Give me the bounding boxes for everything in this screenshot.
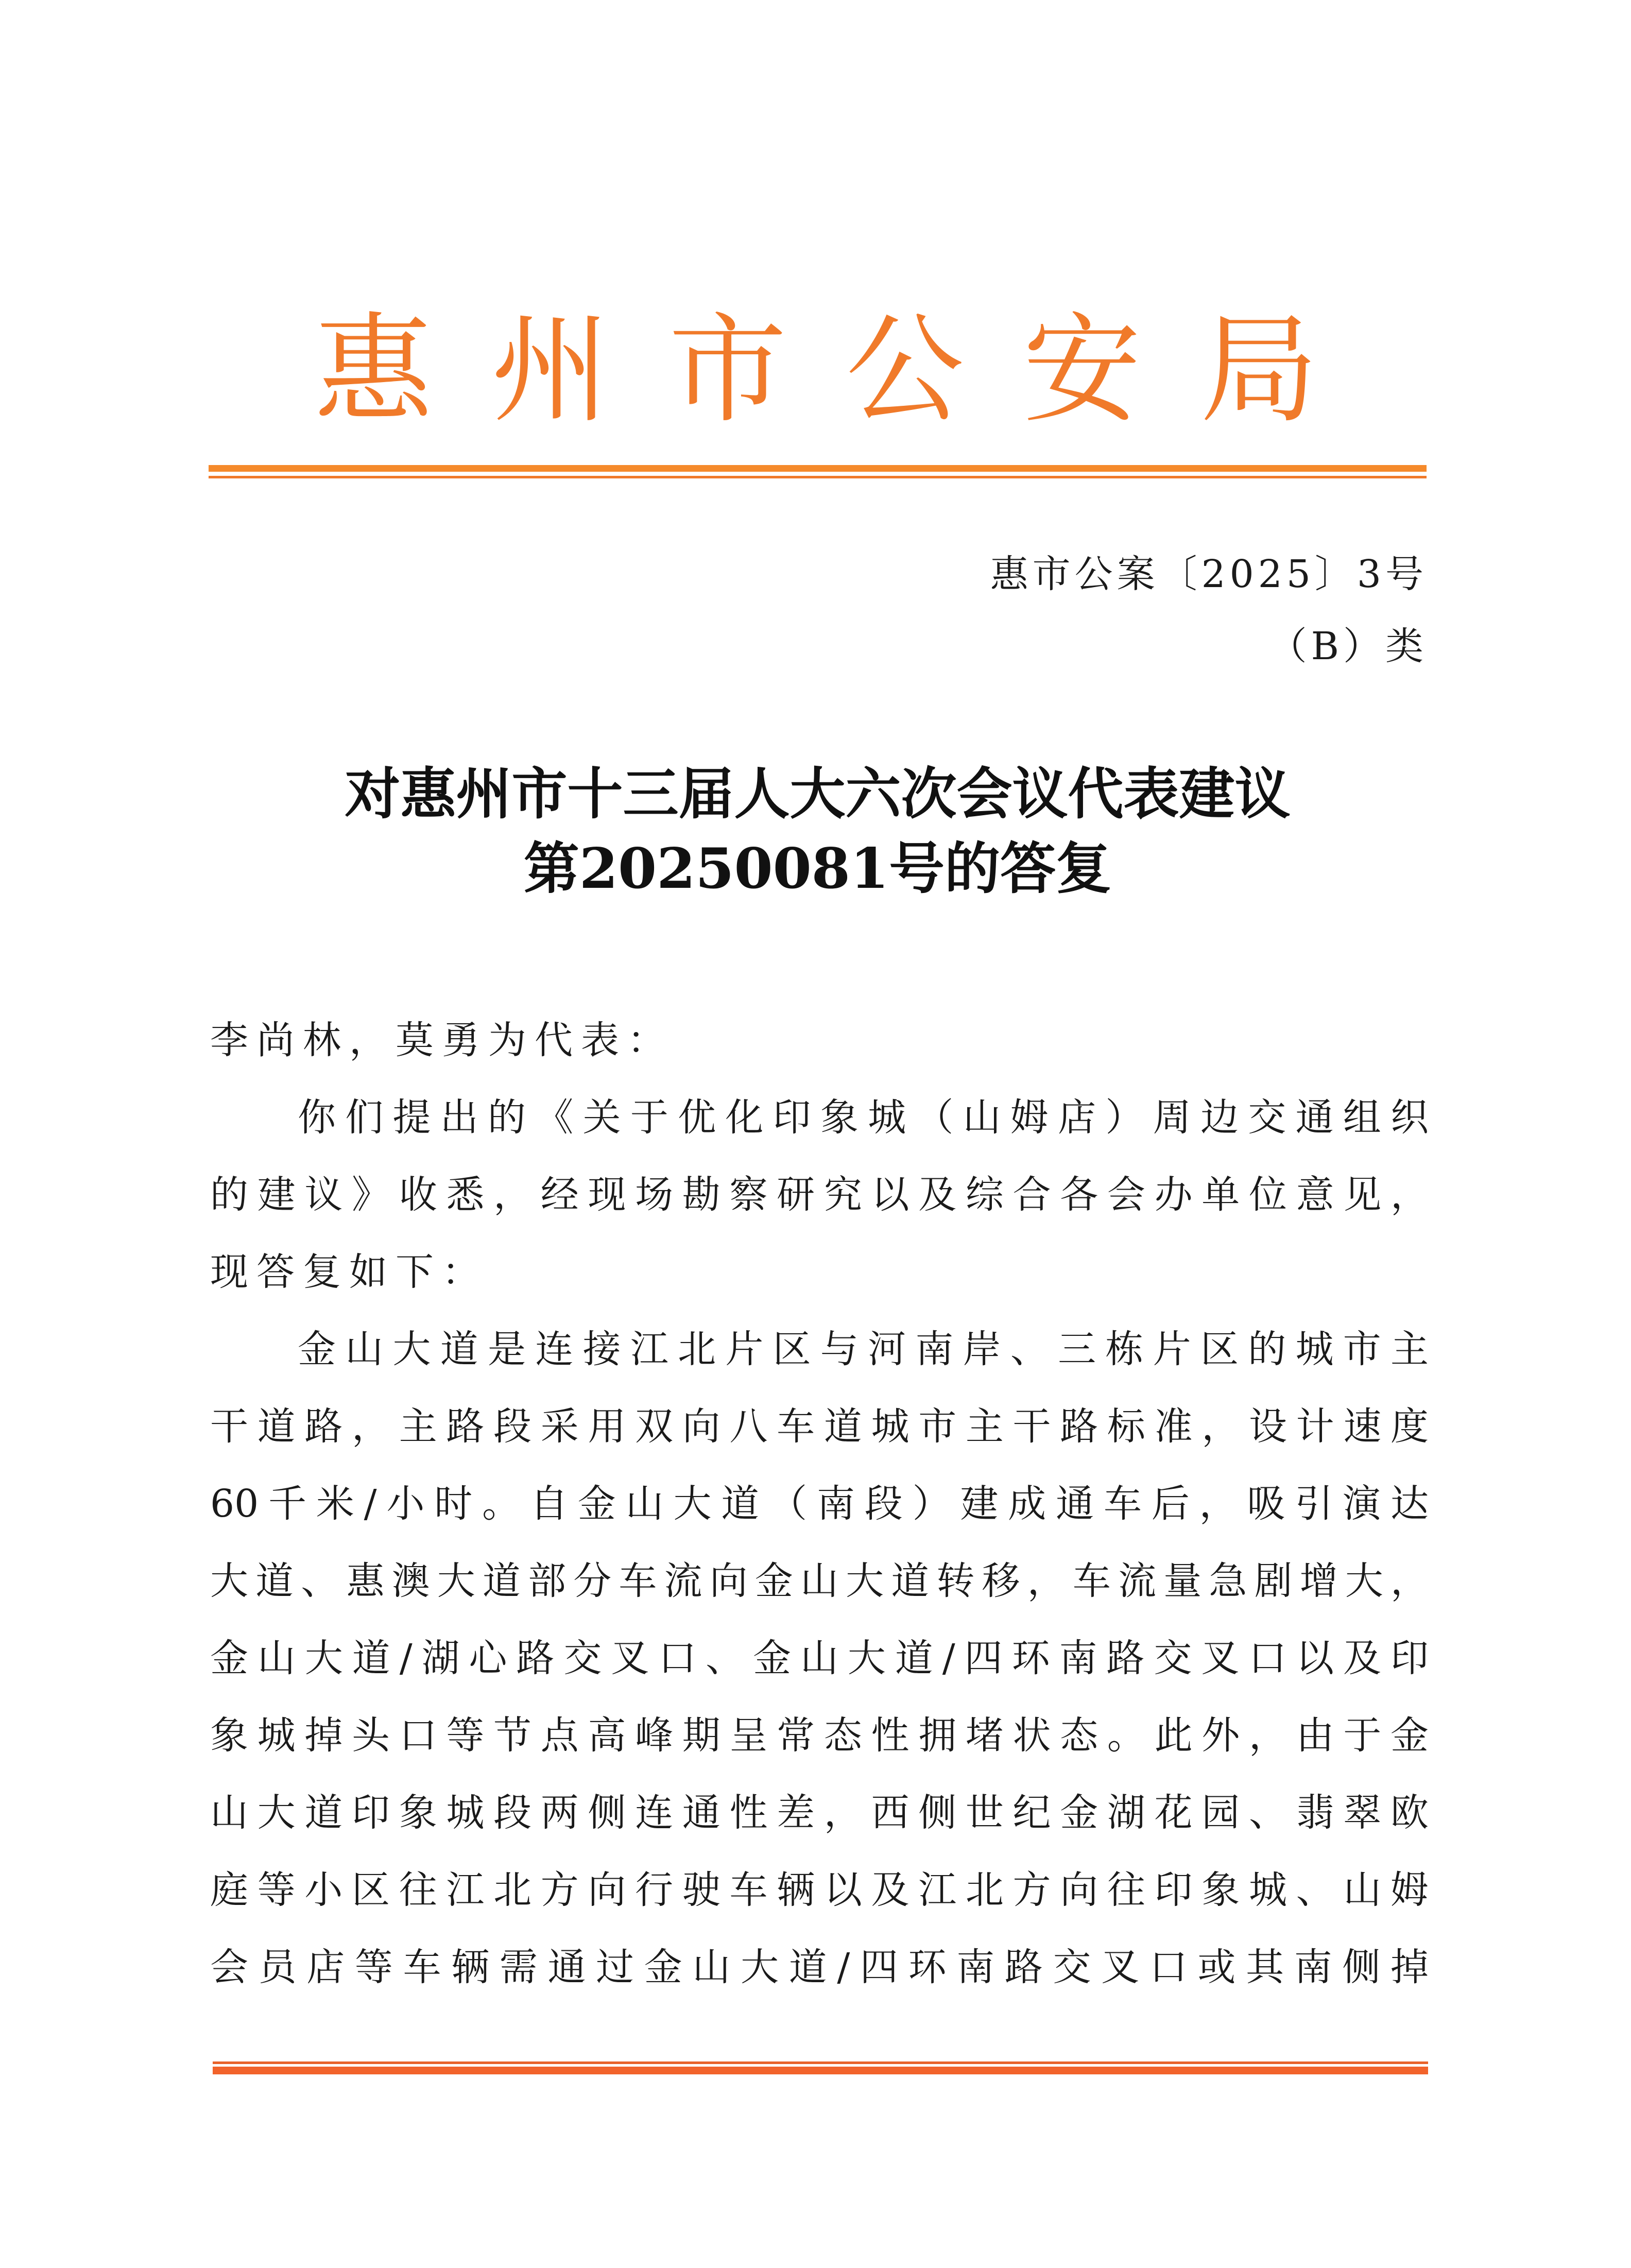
header-divider-thick [209,465,1427,472]
body-line: 会员店等车辆需通过金山大道/四环南路交叉口或其南侧掉 [210,1945,1429,1989]
heading-line-2: 第20250081号的答复 [523,836,1112,901]
body-line: 庭等小区往江北方向行驶车辆以及江北方向往印象城、山姆 [210,1868,1429,1912]
letterhead-char: 市 [668,302,787,439]
document-body [210,1002,1429,2006]
body-line: 金山大道是连接江北片区与河南岸、三栋片区的城市主 [298,1327,1429,1371]
letterhead-char: 安 [1022,302,1141,439]
footer-divider-thick [213,2067,1428,2074]
body-line: 象城掉头口等节点高峰期呈常态性拥堵状态。此外，由于金 [210,1713,1429,1758]
body-line: 金山大道/湖心路交叉口、金山大道/四环南路交叉口以及印 [210,1636,1429,1680]
salutation: 李尚林，莫勇为代表： [210,1018,674,1062]
letterhead-char: 州 [491,302,610,439]
body-line: 的建议》收悉，经现场勘察研究以及综合各会办单位意见， [210,1173,1429,1217]
body-line: 60千米/小时。自金山大道（南段）建成通车后，吸引演达 [210,1482,1429,1526]
document-number: 惠市公案〔2025〕3号 [990,552,1428,596]
body-line: 干道路，主路段采用双向八车道城市主干路标准，设计速度 [210,1404,1429,1449]
body-line: 山大道印象城段两侧连通性差，西侧世纪金湖花园、翡翠欧 [210,1791,1429,1835]
footer-divider-thin [213,2061,1428,2064]
letterhead-char: 公 [845,302,964,439]
heading-line-1: 对惠州市十三届人大六次会议代表建议 [345,762,1291,827]
letterhead-char: 局 [1199,302,1318,439]
header-divider-thin [209,476,1427,478]
body-line: 现答复如下： [210,1250,488,1294]
document-heading [209,757,1427,906]
body-line: 大道、惠澳大道部分车流向金山大道转移，车流量急剧增大， [210,1559,1429,1603]
letterhead-org-name [209,304,1427,438]
body-line: 你们提出的《关于优化印象城（山姆店）周边交通组织 [298,1095,1429,1140]
document-category: （B）类 [1268,624,1428,668]
letterhead-char: 惠 [314,302,433,439]
